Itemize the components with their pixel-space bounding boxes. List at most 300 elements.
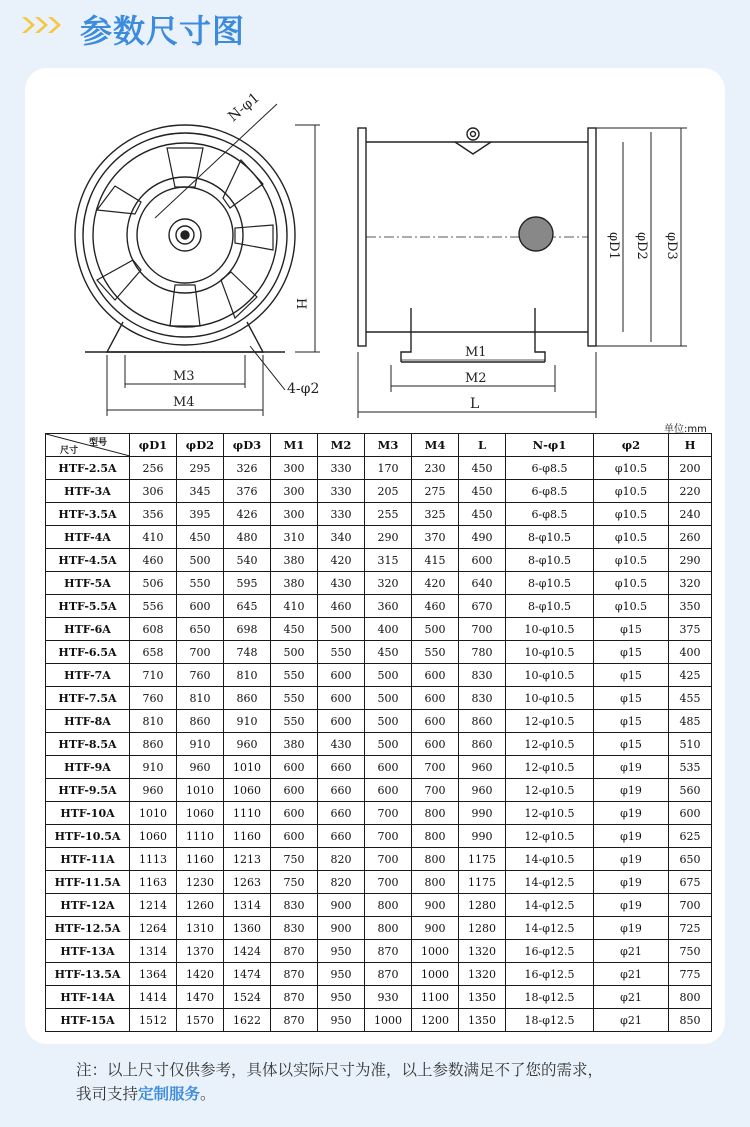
table-cell: 200 bbox=[669, 457, 712, 480]
table-cell: 18-φ12.5 bbox=[506, 1009, 594, 1032]
table-cell: 910 bbox=[177, 733, 224, 756]
table-cell: 900 bbox=[318, 894, 365, 917]
table-cell: 698 bbox=[224, 618, 271, 641]
table-cell: 220 bbox=[669, 480, 712, 503]
model-cell: HTF-12A bbox=[46, 894, 130, 917]
table-cell: φ10.5 bbox=[594, 549, 669, 572]
table-cell: 330 bbox=[318, 503, 365, 526]
model-cell: HTF-14A bbox=[46, 986, 130, 1009]
phi-d1-label: φD1 bbox=[606, 232, 621, 260]
table-header-row bbox=[46, 434, 712, 457]
table-cell: 1424 bbox=[224, 940, 271, 963]
table-cell: 295 bbox=[177, 457, 224, 480]
table-cell: 760 bbox=[130, 687, 177, 710]
h-label: H bbox=[293, 298, 308, 310]
table-cell: 14-φ12.5 bbox=[506, 917, 594, 940]
table-cell: 375 bbox=[669, 618, 712, 641]
table-cell: 860 bbox=[224, 687, 271, 710]
table-cell: 850 bbox=[669, 1009, 712, 1032]
table-cell: 810 bbox=[224, 664, 271, 687]
table-cell: 260 bbox=[669, 526, 712, 549]
table-cell: 455 bbox=[669, 687, 712, 710]
table-cell: 360 bbox=[365, 595, 412, 618]
table-cell: φ19 bbox=[594, 802, 669, 825]
table-cell: 320 bbox=[669, 572, 712, 595]
table-cell: 725 bbox=[669, 917, 712, 940]
table-cell: 1622 bbox=[224, 1009, 271, 1032]
table-cell: φ15 bbox=[594, 687, 669, 710]
table-cell: φ21 bbox=[594, 963, 669, 986]
table-cell: 1060 bbox=[130, 825, 177, 848]
table-cell: 600 bbox=[271, 756, 318, 779]
table-cell: 540 bbox=[224, 549, 271, 572]
table-row bbox=[46, 687, 712, 710]
table-cell: 700 bbox=[459, 618, 506, 641]
table-cell: 960 bbox=[177, 756, 224, 779]
table-cell: 950 bbox=[318, 940, 365, 963]
table-cell: 1213 bbox=[224, 848, 271, 871]
table-cell: 10-φ10.5 bbox=[506, 618, 594, 641]
table-cell: φ19 bbox=[594, 756, 669, 779]
table-cell: 14-φ12.5 bbox=[506, 871, 594, 894]
table-cell: 340 bbox=[318, 526, 365, 549]
table-row bbox=[46, 756, 712, 779]
table-cell: 600 bbox=[365, 779, 412, 802]
page-title: 参数尺寸图 bbox=[80, 12, 246, 50]
table-cell: 800 bbox=[365, 894, 412, 917]
table-cell: 950 bbox=[318, 963, 365, 986]
model-cell: HTF-7A bbox=[46, 664, 130, 687]
model-cell: HTF-12.5A bbox=[46, 917, 130, 940]
column-header: M4 bbox=[412, 434, 459, 457]
table-cell: 780 bbox=[459, 641, 506, 664]
model-cell: HTF-11.5A bbox=[46, 871, 130, 894]
table-cell: 6-φ8.5 bbox=[506, 457, 594, 480]
model-cell: HTF-8.5A bbox=[46, 733, 130, 756]
footnote-prefix: 我司支持 bbox=[76, 1085, 139, 1103]
fan-side-view bbox=[358, 128, 687, 418]
table-row bbox=[46, 526, 712, 549]
table-cell: 1175 bbox=[459, 871, 506, 894]
table-cell: 300 bbox=[271, 480, 318, 503]
table-cell: 12-φ10.5 bbox=[506, 825, 594, 848]
model-cell: HTF-15A bbox=[46, 1009, 130, 1032]
table-cell: φ15 bbox=[594, 733, 669, 756]
table-cell: φ15 bbox=[594, 618, 669, 641]
table-cell: 960 bbox=[459, 756, 506, 779]
table-row bbox=[46, 641, 712, 664]
table-cell: 1163 bbox=[130, 871, 177, 894]
table-cell: 370 bbox=[412, 526, 459, 549]
table-cell: φ10.5 bbox=[594, 503, 669, 526]
table-cell: 600 bbox=[271, 802, 318, 825]
table-cell: 660 bbox=[318, 802, 365, 825]
table-cell: 16-φ12.5 bbox=[506, 963, 594, 986]
table-cell: 1264 bbox=[130, 917, 177, 940]
table-cell: 1010 bbox=[130, 802, 177, 825]
table-cell: 1310 bbox=[177, 917, 224, 940]
table-cell: φ15 bbox=[594, 664, 669, 687]
table-cell: φ10.5 bbox=[594, 572, 669, 595]
table-cell: 460 bbox=[130, 549, 177, 572]
table-cell: 900 bbox=[412, 894, 459, 917]
table-cell: 860 bbox=[459, 710, 506, 733]
table-cell: 600 bbox=[412, 664, 459, 687]
table-cell: 490 bbox=[459, 526, 506, 549]
table-cell: 1280 bbox=[459, 917, 506, 940]
table-cell: 10-φ10.5 bbox=[506, 664, 594, 687]
table-cell: 1263 bbox=[224, 871, 271, 894]
table-cell: 550 bbox=[412, 641, 459, 664]
table-cell: φ19 bbox=[594, 848, 669, 871]
table-cell: 1175 bbox=[459, 848, 506, 871]
table-cell: 500 bbox=[318, 618, 365, 641]
table-cell: 820 bbox=[318, 848, 365, 871]
model-cell: HTF-11A bbox=[46, 848, 130, 871]
table-cell: 700 bbox=[365, 848, 412, 871]
fan-dimension-drawing bbox=[45, 90, 715, 420]
model-cell: HTF-3.5A bbox=[46, 503, 130, 526]
table-cell: 990 bbox=[459, 825, 506, 848]
column-header: L bbox=[459, 434, 506, 457]
table-cell: 645 bbox=[224, 595, 271, 618]
table-cell: 860 bbox=[459, 733, 506, 756]
table-row bbox=[46, 480, 712, 503]
model-cell: HTF-6A bbox=[46, 618, 130, 641]
m3-label: M3 bbox=[173, 369, 195, 384]
table-cell: 800 bbox=[412, 871, 459, 894]
table-cell: 410 bbox=[271, 595, 318, 618]
table-row bbox=[46, 940, 712, 963]
table-cell: 1474 bbox=[224, 963, 271, 986]
table-cell: 500 bbox=[271, 641, 318, 664]
column-header: M1 bbox=[271, 434, 318, 457]
table-cell: 750 bbox=[271, 848, 318, 871]
table-cell: 450 bbox=[271, 618, 318, 641]
table-row bbox=[46, 825, 712, 848]
table-cell: 960 bbox=[130, 779, 177, 802]
table-cell: 800 bbox=[365, 917, 412, 940]
model-cell: HTF-10.5A bbox=[46, 825, 130, 848]
column-header: φ2 bbox=[594, 434, 669, 457]
table-cell: 600 bbox=[271, 779, 318, 802]
table-cell: 748 bbox=[224, 641, 271, 664]
table-cell: 1060 bbox=[177, 802, 224, 825]
table-cell: 600 bbox=[318, 710, 365, 733]
table-row bbox=[46, 664, 712, 687]
table-cell: 750 bbox=[669, 940, 712, 963]
table-cell: 930 bbox=[365, 986, 412, 1009]
table-cell: 700 bbox=[365, 871, 412, 894]
table-cell: 870 bbox=[271, 940, 318, 963]
page-header bbox=[0, 0, 750, 56]
table-cell: 600 bbox=[412, 710, 459, 733]
model-cell: HTF-6.5A bbox=[46, 641, 130, 664]
table-cell: 1214 bbox=[130, 894, 177, 917]
table-cell: 910 bbox=[130, 756, 177, 779]
table-cell: 900 bbox=[318, 917, 365, 940]
corner-model-label: 型号 bbox=[88, 438, 107, 448]
table-cell: 410 bbox=[130, 526, 177, 549]
table-cell: φ19 bbox=[594, 894, 669, 917]
footnote-line-1: 注：以上尺寸仅供参考，具体以实际尺寸为准，以上参数满足不了您的需求， bbox=[76, 1061, 604, 1079]
table-cell: 10-φ10.5 bbox=[506, 687, 594, 710]
table-cell: 595 bbox=[224, 572, 271, 595]
table-cell: 960 bbox=[459, 779, 506, 802]
table-cell: 625 bbox=[669, 825, 712, 848]
table-cell: 510 bbox=[669, 733, 712, 756]
table-cell: 14-φ10.5 bbox=[506, 848, 594, 871]
corner-size-label: 尺寸 bbox=[60, 446, 79, 456]
model-cell: HTF-2.5A bbox=[46, 457, 130, 480]
table-cell: 16-φ12.5 bbox=[506, 940, 594, 963]
table-cell: 560 bbox=[669, 779, 712, 802]
table-cell: 426 bbox=[224, 503, 271, 526]
spec-table bbox=[45, 433, 712, 1032]
table-cell: 910 bbox=[224, 710, 271, 733]
table-cell: 325 bbox=[412, 503, 459, 526]
table-cell: 18-φ12.5 bbox=[506, 986, 594, 1009]
table-cell: 550 bbox=[177, 572, 224, 595]
table-cell: 500 bbox=[365, 733, 412, 756]
table-cell: 950 bbox=[318, 1009, 365, 1032]
table-cell: 10-φ10.5 bbox=[506, 641, 594, 664]
table-cell: 1314 bbox=[130, 940, 177, 963]
table-cell: 485 bbox=[669, 710, 712, 733]
table-cell: 380 bbox=[271, 549, 318, 572]
table-cell: 420 bbox=[318, 549, 365, 572]
table-cell: 1320 bbox=[459, 963, 506, 986]
table-row bbox=[46, 848, 712, 871]
table-cell: 400 bbox=[669, 641, 712, 664]
table-cell: 506 bbox=[130, 572, 177, 595]
table-cell: φ21 bbox=[594, 940, 669, 963]
table-cell: 500 bbox=[412, 618, 459, 641]
table-row bbox=[46, 802, 712, 825]
table-cell: 810 bbox=[177, 687, 224, 710]
m2-label: M2 bbox=[465, 371, 487, 386]
table-cell: 350 bbox=[669, 595, 712, 618]
table-row bbox=[46, 618, 712, 641]
table-cell: 356 bbox=[130, 503, 177, 526]
table-cell: 300 bbox=[271, 457, 318, 480]
table-cell: 1100 bbox=[412, 986, 459, 1009]
table-cell: 330 bbox=[318, 457, 365, 480]
table-cell: 330 bbox=[318, 480, 365, 503]
table-cell: 600 bbox=[412, 733, 459, 756]
footnote-suffix: 。 bbox=[200, 1085, 216, 1103]
table-cell: φ21 bbox=[594, 986, 669, 1009]
table-row bbox=[46, 549, 712, 572]
table-cell: 675 bbox=[669, 871, 712, 894]
table-cell: 400 bbox=[365, 618, 412, 641]
table-cell: 6-φ8.5 bbox=[506, 503, 594, 526]
table-cell: 950 bbox=[318, 986, 365, 1009]
column-header: φD1 bbox=[130, 434, 177, 457]
table-cell: 800 bbox=[412, 848, 459, 871]
model-cell: HTF-5.5A bbox=[46, 595, 130, 618]
l-label: L bbox=[470, 396, 480, 412]
table-cell: 6-φ8.5 bbox=[506, 480, 594, 503]
table-cell: 860 bbox=[177, 710, 224, 733]
model-cell: HTF-9A bbox=[46, 756, 130, 779]
table-cell: 700 bbox=[365, 825, 412, 848]
table-cell: 710 bbox=[130, 664, 177, 687]
table-cell: 960 bbox=[224, 733, 271, 756]
table-row bbox=[46, 917, 712, 940]
table-cell: 500 bbox=[365, 664, 412, 687]
table-cell: 205 bbox=[365, 480, 412, 503]
table-cell: φ10.5 bbox=[594, 526, 669, 549]
table-row bbox=[46, 733, 712, 756]
table-cell: 810 bbox=[130, 710, 177, 733]
table-cell: 750 bbox=[271, 871, 318, 894]
table-cell: 650 bbox=[669, 848, 712, 871]
column-header: φD3 bbox=[224, 434, 271, 457]
table-cell: φ21 bbox=[594, 1009, 669, 1032]
column-header: H bbox=[669, 434, 712, 457]
n-phi1-label: N-φ1 bbox=[225, 90, 263, 126]
table-cell: 326 bbox=[224, 457, 271, 480]
table-cell: 290 bbox=[669, 549, 712, 572]
table-cell: 760 bbox=[177, 664, 224, 687]
table-cell: 12-φ10.5 bbox=[506, 756, 594, 779]
table-cell: 900 bbox=[412, 917, 459, 940]
table-cell: 800 bbox=[412, 802, 459, 825]
column-header: M2 bbox=[318, 434, 365, 457]
table-cell: 830 bbox=[271, 917, 318, 940]
table-row bbox=[46, 986, 712, 1009]
model-cell: HTF-9.5A bbox=[46, 779, 130, 802]
table-cell: 420 bbox=[412, 572, 459, 595]
table-cell: 380 bbox=[271, 733, 318, 756]
table-body bbox=[46, 457, 712, 1032]
table-cell: 1000 bbox=[412, 963, 459, 986]
table-cell: 8-φ10.5 bbox=[506, 526, 594, 549]
model-cell: HTF-13.5A bbox=[46, 963, 130, 986]
table-cell: 660 bbox=[318, 779, 365, 802]
table-cell: 830 bbox=[271, 894, 318, 917]
table-cell: 1000 bbox=[412, 940, 459, 963]
table-cell: 600 bbox=[669, 802, 712, 825]
column-header: M3 bbox=[365, 434, 412, 457]
table-cell: 600 bbox=[412, 687, 459, 710]
table-row bbox=[46, 1009, 712, 1032]
table-cell: 310 bbox=[271, 526, 318, 549]
table-cell: φ19 bbox=[594, 917, 669, 940]
m1-label: M1 bbox=[465, 345, 487, 360]
table-cell: φ15 bbox=[594, 710, 669, 733]
table-cell: 600 bbox=[318, 664, 365, 687]
table-cell: 1360 bbox=[224, 917, 271, 940]
table-cell: 1470 bbox=[177, 986, 224, 1009]
model-cell: HTF-7.5A bbox=[46, 687, 130, 710]
table-cell: 1314 bbox=[224, 894, 271, 917]
table-cell: 1524 bbox=[224, 986, 271, 1009]
fan-front-view bbox=[75, 90, 320, 416]
table-cell: 320 bbox=[365, 572, 412, 595]
table-cell: 1000 bbox=[365, 1009, 412, 1032]
table-cell: 700 bbox=[669, 894, 712, 917]
table-cell: 450 bbox=[459, 480, 506, 503]
table-cell: 425 bbox=[669, 664, 712, 687]
table-cell: 8-φ10.5 bbox=[506, 595, 594, 618]
table-cell: 600 bbox=[177, 595, 224, 618]
table-cell: 14-φ12.5 bbox=[506, 894, 594, 917]
table-cell: 460 bbox=[412, 595, 459, 618]
table-cell: 670 bbox=[459, 595, 506, 618]
table-cell: 1260 bbox=[177, 894, 224, 917]
table-cell: 275 bbox=[412, 480, 459, 503]
table-row bbox=[46, 503, 712, 526]
table-cell: 1113 bbox=[130, 848, 177, 871]
table-cell: 500 bbox=[365, 687, 412, 710]
table-cell: 550 bbox=[271, 687, 318, 710]
table-cell: 1350 bbox=[459, 1009, 506, 1032]
table-cell: 1364 bbox=[130, 963, 177, 986]
table-cell: 1512 bbox=[130, 1009, 177, 1032]
model-cell: HTF-8A bbox=[46, 710, 130, 733]
table-cell: 315 bbox=[365, 549, 412, 572]
table-cell: 500 bbox=[177, 549, 224, 572]
table-cell: φ19 bbox=[594, 779, 669, 802]
phi-d2-label: φD2 bbox=[634, 232, 649, 260]
triple-chevron-right-icon bbox=[22, 14, 72, 36]
table-row bbox=[46, 595, 712, 618]
table-cell: 658 bbox=[130, 641, 177, 664]
table-cell: 8-φ10.5 bbox=[506, 549, 594, 572]
table-cell: 660 bbox=[318, 756, 365, 779]
table-cell: 550 bbox=[271, 664, 318, 687]
table-cell: φ10.5 bbox=[594, 457, 669, 480]
table-cell: 430 bbox=[318, 733, 365, 756]
column-header: φD2 bbox=[177, 434, 224, 457]
table-cell: φ19 bbox=[594, 825, 669, 848]
table-cell: 700 bbox=[412, 779, 459, 802]
table-cell: 1200 bbox=[412, 1009, 459, 1032]
table-cell: 460 bbox=[318, 595, 365, 618]
unit-label: 单位:mm bbox=[664, 424, 707, 435]
table-cell: φ10.5 bbox=[594, 480, 669, 503]
table-row bbox=[46, 963, 712, 986]
table-cell: 535 bbox=[669, 756, 712, 779]
table-row bbox=[46, 710, 712, 733]
model-cell: HTF-13A bbox=[46, 940, 130, 963]
table-cell: 1160 bbox=[224, 825, 271, 848]
table-cell: 600 bbox=[271, 825, 318, 848]
model-cell: HTF-3A bbox=[46, 480, 130, 503]
table-cell: 860 bbox=[130, 733, 177, 756]
table-cell: 450 bbox=[365, 641, 412, 664]
table-cell: 550 bbox=[318, 641, 365, 664]
table-cell: 256 bbox=[130, 457, 177, 480]
table-cell: 170 bbox=[365, 457, 412, 480]
table-cell: 600 bbox=[365, 756, 412, 779]
table-cell: 990 bbox=[459, 802, 506, 825]
table-cell: 1280 bbox=[459, 894, 506, 917]
table-cell: 1370 bbox=[177, 940, 224, 963]
table-cell: 240 bbox=[669, 503, 712, 526]
table-cell: 255 bbox=[365, 503, 412, 526]
model-cell: HTF-5A bbox=[46, 572, 130, 595]
table-cell: φ19 bbox=[594, 871, 669, 894]
table-cell: 1420 bbox=[177, 963, 224, 986]
table-cell: 300 bbox=[271, 503, 318, 526]
table-cell: 1110 bbox=[224, 802, 271, 825]
m4-label: M4 bbox=[173, 395, 195, 410]
table-cell: 450 bbox=[459, 503, 506, 526]
table-cell: 1010 bbox=[224, 756, 271, 779]
